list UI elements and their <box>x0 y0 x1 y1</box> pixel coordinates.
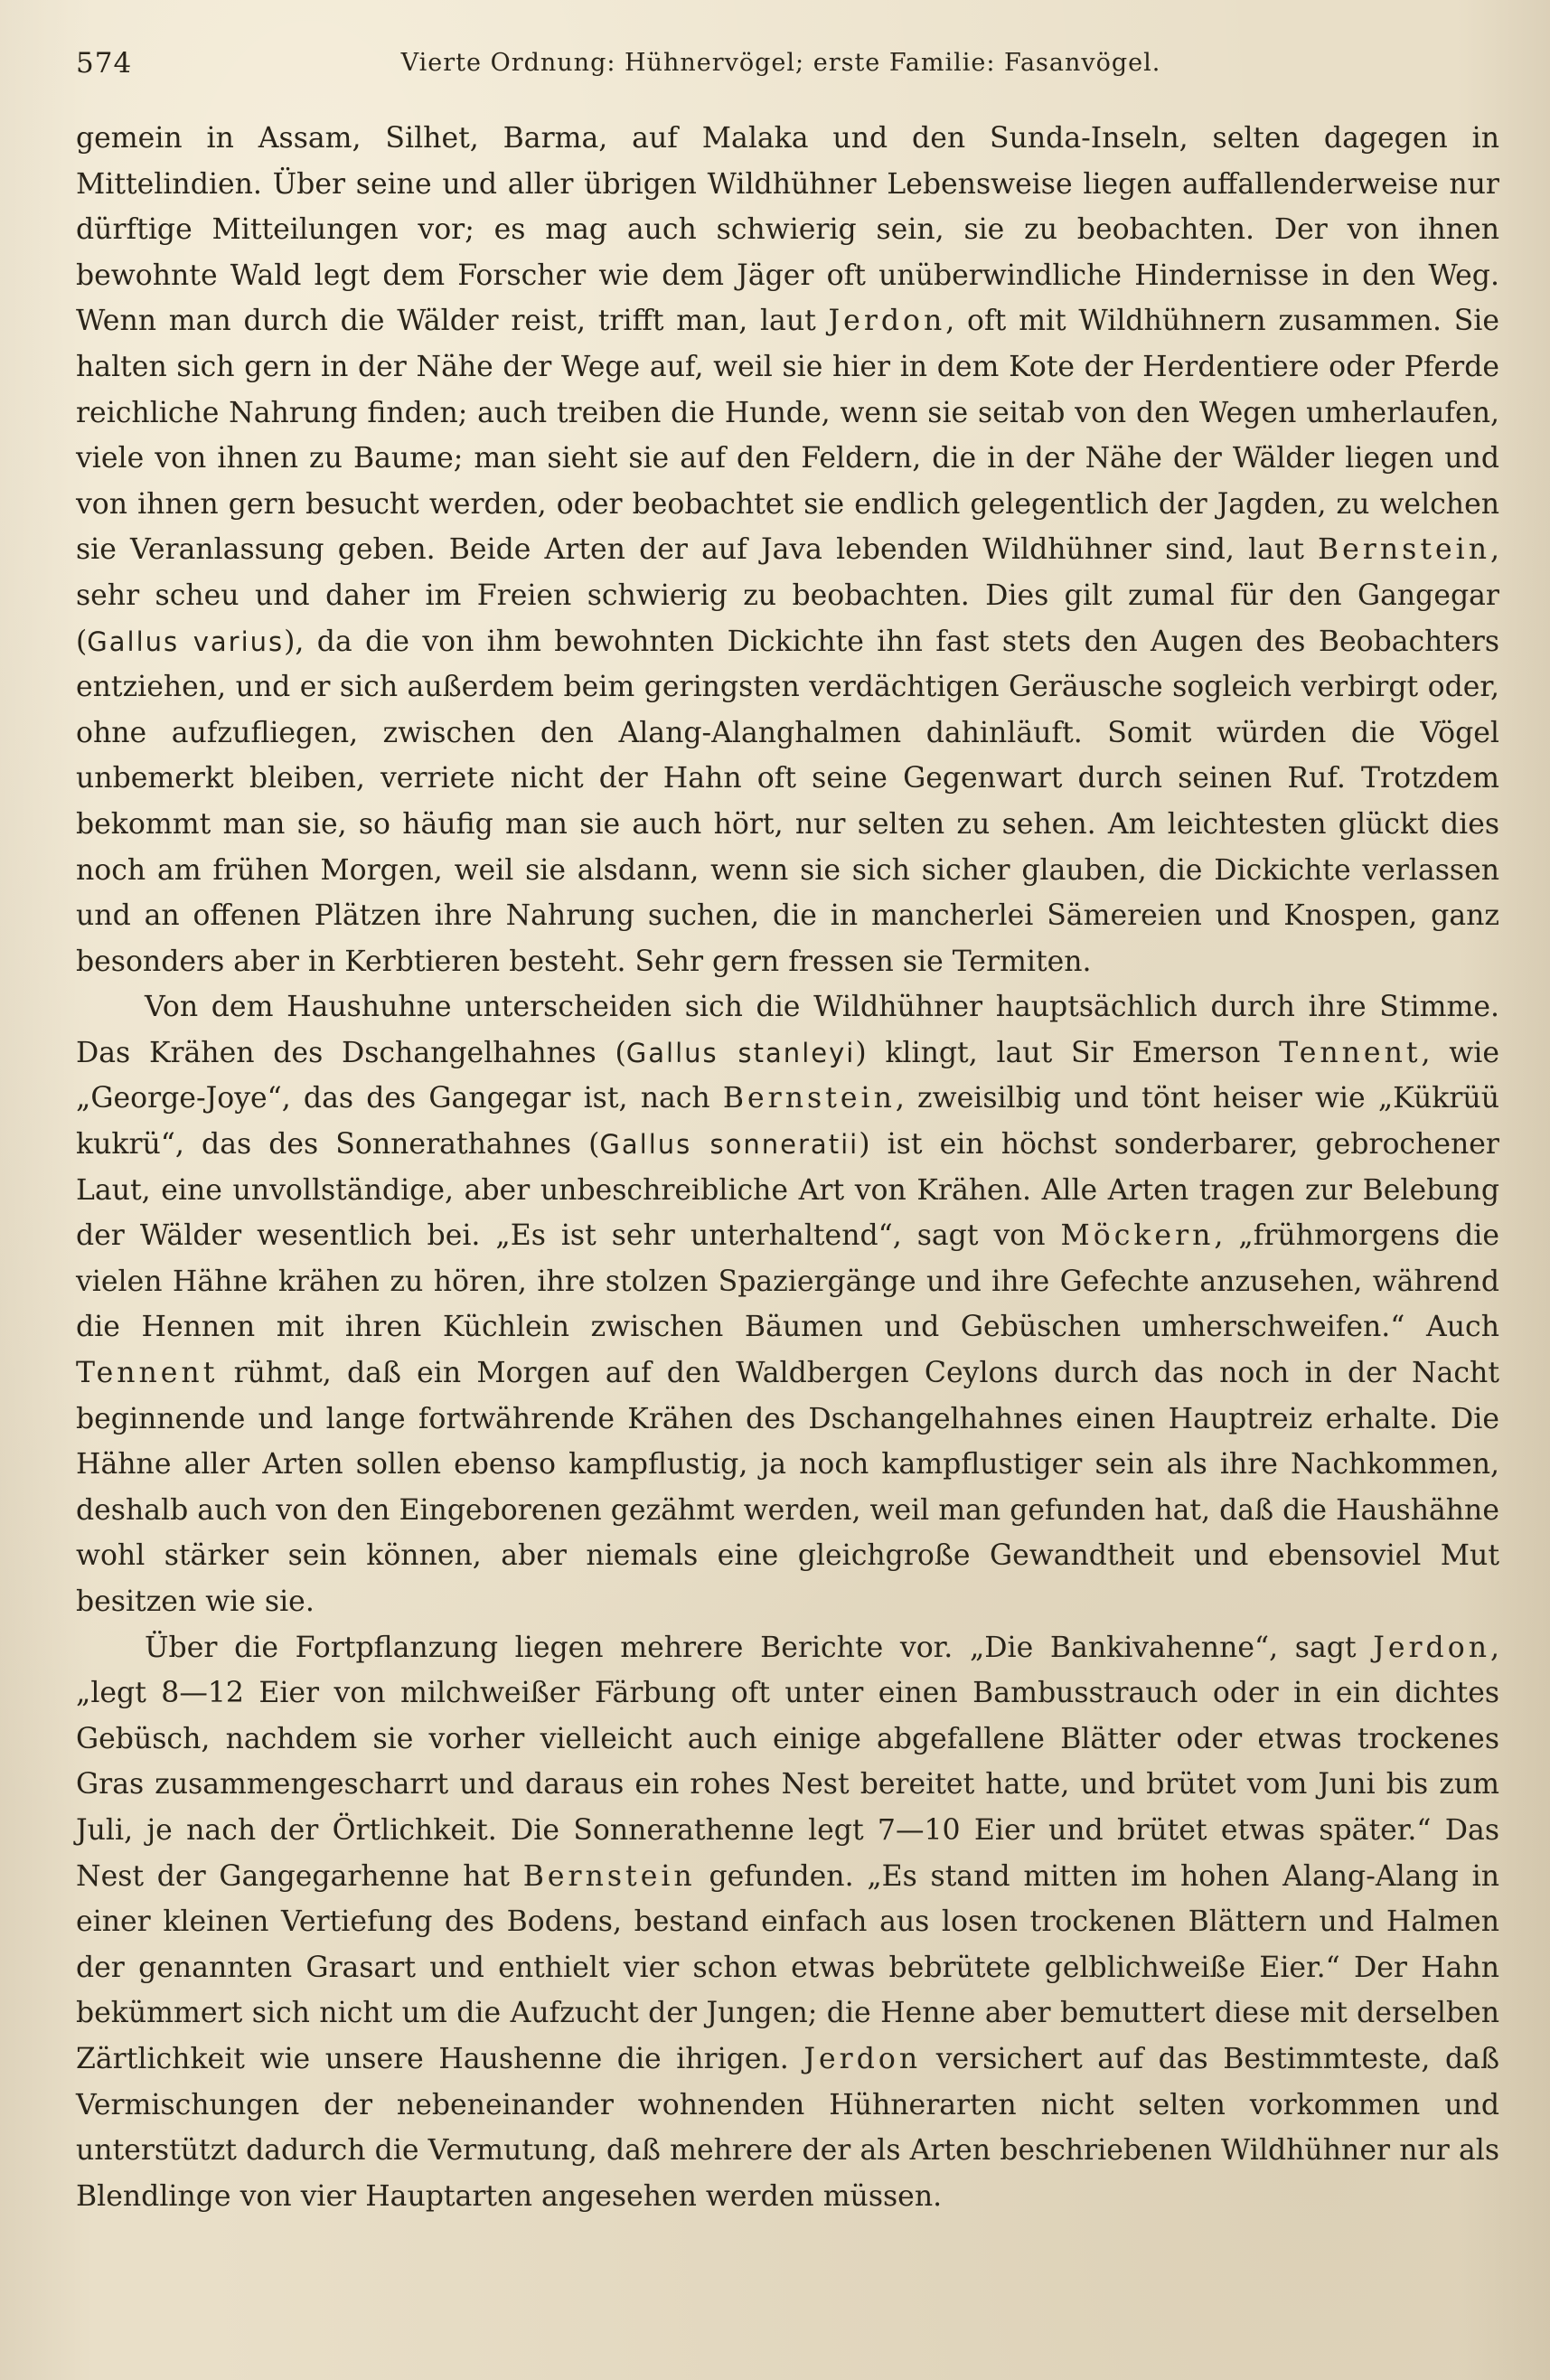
text-run: ) klingt, laut Sir Emerson <box>855 1036 1280 1069</box>
person-name: Bernstein <box>522 1859 696 1893</box>
person-name: Tennent <box>76 1357 219 1390</box>
text-run: gefunden. „Es stand mitten im hohen Alang-Alang in einer kleinen Vertiefung des Bodens, bestand einfach aus losen trockenen Blättern und Halmen der genannten Grasart und enthielt vier schon etwas bebrütete gelblichweiße Eier.“ Der Hahn bekümmert sich nicht um die Aufzucht der Jungen; die Henne aber bemuttert diese mit derselben Zärtlichkeit wie unsere Haushenne die ihrigen. <box>76 1859 1499 2075</box>
text-run: , „frühmorgens die vielen Hähne krähen zu hören, ihre stolzen Spaziergänge und ihre Gefechte anzusehen, während die Hennen mit ihren Küchlein zwischen Bäumen und Gebüschen umherschweifen.“ Auch <box>76 1219 1500 1344</box>
text-run: , „legt 8—12 Eier von milchweißer Färbung oft unter einen Bambusstrauch oder in ein dichtes Gebüsch, nachdem sie vorher vielleicht auch einige abgefallene Blätter oder etwas trockenes Gras zusammengescharrt und daraus ein rohes Nest bereitet hatte, und brütet vom Juni bis zum Juli, je nach der Örtlichkeit. Die Sonnerathenne legt 7—10 Eier und brütet etwas später.“ Das Nest der Gangegarhenne hat <box>76 1631 1499 1893</box>
paragraph-1 <box>76 116 1499 984</box>
text-run: gemein in Assam, Silhet, Barma, auf Malaka und den Sunda-Inseln, selten dagegen in Mittelindien. Über seine und aller übrigen Wildhühner Lebensweise liegen auffallenderweise nur dürftige Mitteilungen vor; es mag auch schwierig sein, sie zu beobachten. Der von ihnen bewohnte Wald legt dem Forscher wie dem Jäger oft unüberwindliche Hindernisse in den Weg. Wenn man durch die Wälder reist, trifft man, laut <box>76 122 1499 338</box>
text-run: versichert auf das Bestimmteste, daß Vermischungen der nebeneinander wohnenden Hühnerarten nicht selten vorkommen und unterstützt dadurch die Vermutung, daß mehrere der als Arten beschriebenen Wildhühner nur als Blendlinge von vier Hauptarten angesehen werden müssen. <box>76 2042 1499 2213</box>
person-name: Jerdon <box>803 2042 922 2075</box>
person-name: Jerdon <box>828 305 946 338</box>
running-head: Vierte Ordnung: Hühnervögel; erste Familie: Fasanvögel. <box>400 49 1161 77</box>
person-name: Bernstein <box>722 1082 896 1115</box>
latin-species-name: Gallus stanleyi <box>625 1037 856 1068</box>
person-name: Bernstein <box>1318 533 1490 567</box>
person-name: Jerdon <box>1373 1631 1490 1664</box>
text-run: , sehr scheu und daher im Freien schwierig zu beobachten. Dies gilt zumal für den Gangegar ( <box>76 533 1499 658</box>
text-run: ) ist ein höchst sonderbarer, gebrochener Laut, eine unvollständige, aber unbeschreibliche Art von Krähen. Alle Arten tragen zur Belebung der Wälder wesentlich bei. „Es ist sehr unterhaltend“, sagt von <box>76 1128 1499 1253</box>
page-header <box>76 47 1486 89</box>
paragraph-3 <box>76 1625 1499 2220</box>
person-name: Möckern <box>1060 1219 1215 1253</box>
text-run: Über die Fortpflanzung liegen mehrere Berichte vor. „Die Bankivahenne“, sagt <box>145 1631 1374 1664</box>
text-run: ), da die von ihm bewohnten Dickichte ihn fast stets den Augen des Beobachters entziehen, und er sich außerdem beim geringsten verdächtigen Geräusche sogleich verbirgt oder, ohne aufzufliegen, zwischen den Alang-Alanghalmen dahinläuft. Somit würden die Vögel unbemerkt bleiben, verriete nicht der Hahn oft seine Gegenwart durch seinen Ruf. Trotzdem bekommt man sie, so häufig man sie auch hört, nur selten zu sehen. Am leichtesten glückt dies noch am frühen Morgen, weil sie alsdann, wenn sie sich sicher glauben, die Dickichte verlassen und an offenen Plätzen ihre Nahrung suchen, die in mancherlei Sämereien und Knospen, ganz besonders aber in Kerbtieren besteht. Sehr gern fressen sie Termiten. <box>76 625 1499 978</box>
latin-species-name: Gallus sonneratii <box>599 1129 860 1161</box>
text-run: , wie „George-Joye“, das des Gangegar ist, nach <box>76 1036 1499 1115</box>
text-run: , zweisilbig und tönt heiser wie „Kükrüü kukrü“, das des Sonnerathahnes ( <box>76 1082 1499 1162</box>
latin-species-name: Gallus varius <box>87 626 285 657</box>
text-run: rühmt, daß ein Morgen auf den Waldbergen Ceylons durch das noch in der Nacht beginnende und lange fortwährende Krähen des Dschangelhahnes einen Hauptreiz erhalte. Die Hähne aller Arten sollen ebenso kampflustig, ja noch kampflustiger sein als ihre Nachkommen, deshalb auch von den Eingeborenen gezähmt werden, weil man gefunden hat, daß die Haushähne wohl stärker sein können, aber niemals eine gleichgroße Gewandtheit und ebensoviel Mut besitzen wie sie. <box>76 1357 1499 1618</box>
paragraph-2 <box>76 984 1499 1624</box>
text-run: , oft mit Wildhühnern zusammen. Sie halten sich gern in der Nähe der Wege auf, weil sie hier in dem Kote der Herdentiere oder Pferde reichliche Nahrung finden; auch treiben die Hunde, wenn sie seitab von den Wegen umherlaufen, viele von ihnen zu Baume; man sieht sie auf den Feldern, die in der Nähe der Wälder liegen und von ihnen gern besucht werden, oder beobachtet sie endlich gelegentlich der Jagden, zu welchen sie Veranlassung geben. Beide Arten der auf Java lebenden Wildhühner sind, laut <box>76 305 1499 567</box>
body-text <box>76 116 1499 2219</box>
page-number: 574 <box>76 47 133 80</box>
text-run: Von dem Haushuhne unterscheiden sich die Wildhühner hauptsächlich durch ihre Stimme. Das Krähen des Dschangelhahnes ( <box>76 991 1499 1069</box>
person-name: Tennent <box>1279 1036 1422 1069</box>
